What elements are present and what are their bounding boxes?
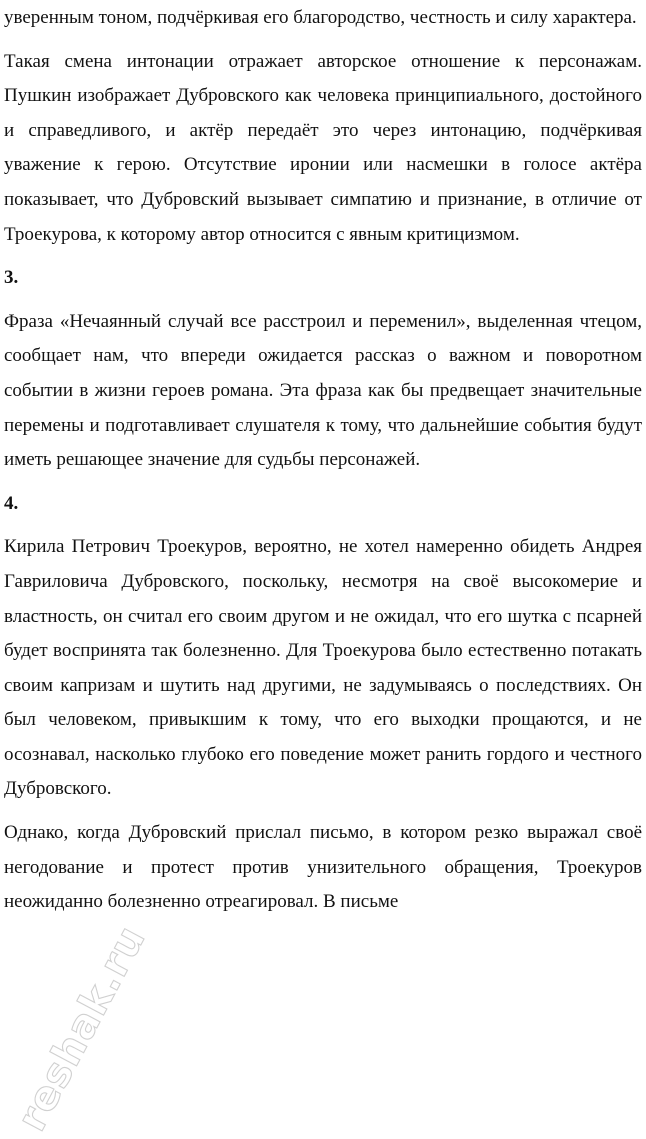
paragraph-3: Фраза «Нечаянный случай все расстроил и переменил», выделенная чтецом, сообщает нам, что впереди ожидается рассказ о важном и поворотном событии в жизни героев романа. Эта фраза как бы предвещает значительные перемены и подготавливает слушателя к тому, что дальнейшие события будут иметь решающее значение для судьбы персонажей. xyxy=(4,310,642,471)
paragraph-4: Кирила Петрович Троекуров, вероятно, не хотел намеренно обидеть Андрея Гавриловича Дубровского, поскольку, несмотря на своё высокомерие и властность, он считал его своим другом и не ожидал, что его шутка с псарней будет воспринята так болезненно. Для Троекурова было естественно потакать своим капризам и шутить над другими, не задумываясь о последствиях. Он был человеком, привыкшим к тому, что его выходки прощаются, и не осознавал, насколько глубоко его поведение может ранить гордого и честного Дубровского. xyxy=(4,536,642,800)
watermark-logo: reshak.ru xyxy=(8,918,155,1139)
paragraph-1: уверенным тоном, подчёркивая его благородство, честность и силу характера. xyxy=(4,7,637,28)
section-heading-4: 4. xyxy=(4,492,19,514)
paragraph-2: Такая смена интонации отражает авторское отношение к персонажам. Пушкин изображает Дубровского как человека принципиального, достойного и справедливого, и актёр передаёт это через интонацию, подчёркивая уважение к герою. Отсутствие иронии или насмешки в голосе актёра показывает, что Дубровский вызывает симпатию и признание, в отличие от Троекурова, к которому автор относится с явным критицизмом. xyxy=(4,50,642,245)
paragraph-5: Однако, когда Дубровский прислал письмо, в котором резко выражал своё негодование и протест против унизительного обращения, Троекуров неожиданно болезненно отреагировал. В письме xyxy=(4,822,642,913)
section-heading-3: 3. xyxy=(4,267,19,289)
